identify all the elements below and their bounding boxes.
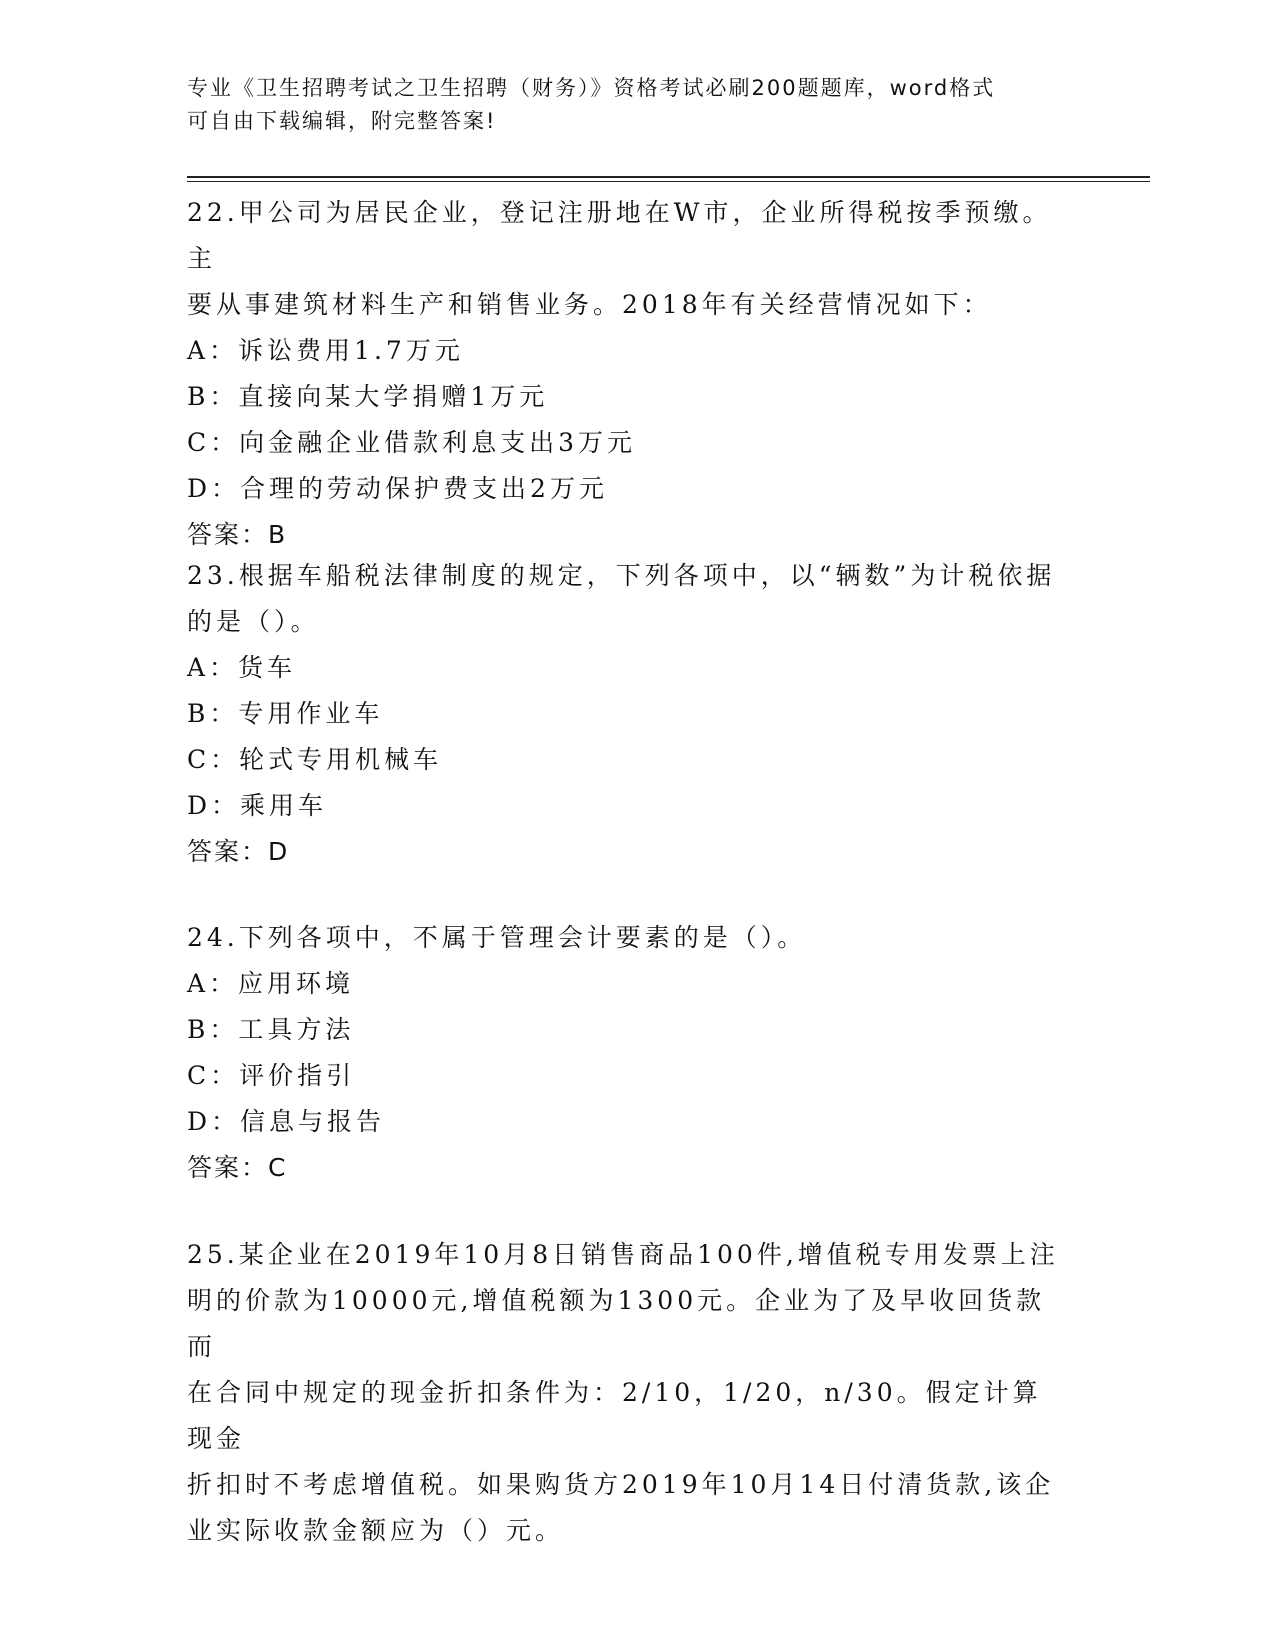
option-a: A：诉讼费用1.7万元 [187,336,464,365]
header-line-2: 可自由下载编辑，附完整答案! [187,109,497,133]
question-23 [187,553,1067,875]
question-stem-line: 折扣时不考虑增值税。如果购货方2019年10月14日付清货款,该企 [187,1470,1055,1499]
option-d: D：信息与报告 [187,1107,386,1136]
question-25 [187,1232,1067,1554]
header-line-1: 专业《卫生招聘考试之卫生招聘（财务）》资格考试必刷200题题库，word格式 [187,76,996,100]
option-b: B：直接向某大学捐赠1万元 [187,382,549,411]
question-24 [187,915,1067,1191]
question-22 [187,190,1067,558]
option-c: C：向金融企业借款利息支出3万元 [187,428,637,457]
question-stem-line: 25.某企业在2019年10月8日销售商品100件,增值税专用发票上注 [187,1240,1059,1269]
question-stem-line: 在合同中规定的现金折扣条件为：2/10，1/20，n/30。假定计算现金 [187,1378,1042,1453]
header-divider-thick [187,176,1150,178]
document-header [187,72,1087,138]
question-stem-line: 22.甲公司为居民企业，登记注册地在W市，企业所得税按季预缴。主 [187,198,1052,273]
answer-label: 答案：D [187,837,290,866]
option-d: D：合理的劳动保护费支出2万元 [187,474,608,503]
question-stem-line: 业实际收款金额应为（）元。 [187,1516,565,1545]
option-a: A：应用环境 [187,969,355,998]
question-stem-line: 23.根据车船税法律制度的规定，下列各项中，以“辆数”为计税依据 [187,561,1056,590]
answer-label: 答案：C [187,1153,288,1182]
option-a: A：货车 [187,653,297,682]
header-divider-thin [187,181,1150,182]
option-d: D：乘用车 [187,791,328,820]
answer-label: 答案：B [187,520,288,549]
question-stem-line: 明的价款为10000元,增值税额为1300元。企业为了及早收回货款而 [187,1286,1046,1361]
option-b: B：专用作业车 [187,699,384,728]
question-stem-line: 的是（）。 [187,607,320,636]
option-c: C：评价指引 [187,1061,356,1090]
option-b: B：工具方法 [187,1015,355,1044]
question-stem-line: 24.下列各项中，不属于管理会计要素的是（）。 [187,923,807,952]
option-c: C：轮式专用机械车 [187,745,443,774]
question-stem-line: 要从事建筑材料生产和销售业务。2018年有关经营情况如下： [187,290,992,319]
